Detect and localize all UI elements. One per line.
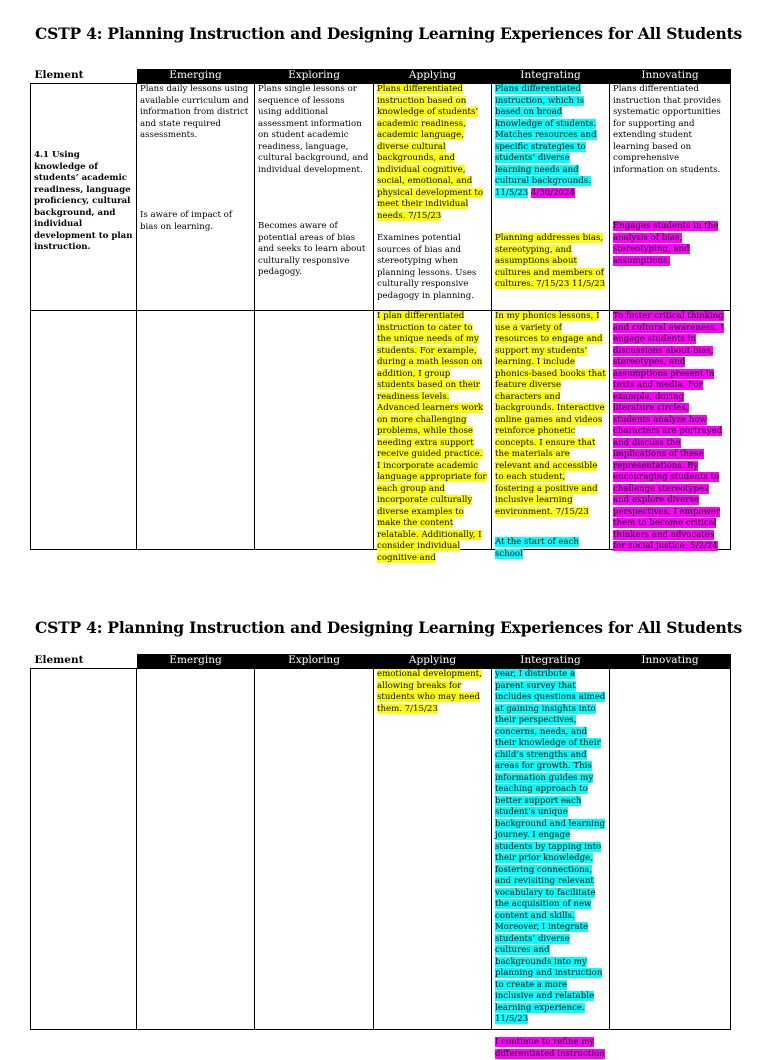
applying-evidence-continued: emotional development, allowing breaks for students who may need them. 7/15/23 xyxy=(377,669,482,714)
emerging-text-a: Plans daily lessons using available curriculum and information from district and state required assessments. xyxy=(140,84,249,140)
integrating-date: 4/30/2024 xyxy=(530,187,575,198)
header-applying: Applying xyxy=(374,654,492,669)
integrating-text-b: Planning addresses bias, stereotyping, and assumptions about cultures and members of cultures. 7/15/23 11/5/23 xyxy=(495,233,606,289)
element-label: 4.1 Using knowledge of students’ academic readiness, language proficiency, cultural background, and individual development to plan instruction. xyxy=(34,150,133,252)
exploring-text-b: Becomes aware of potential areas of bias and seeks to learn about culturally responsive pedagogy. xyxy=(258,221,366,277)
element-cell-empty xyxy=(31,311,137,550)
innovating-text-a: Plans differentiated instruction that provides systematic opportunities for supporting and extending student learning based on comprehensive information on students. xyxy=(613,84,721,175)
table-row xyxy=(31,669,731,1030)
element-cell xyxy=(31,84,137,311)
header-integrating: Integrating xyxy=(492,654,610,669)
header-innovating: Innovating xyxy=(610,654,731,669)
table-row xyxy=(31,84,731,311)
header-emerging: Emerging xyxy=(137,69,255,84)
innovating-evidence-cell xyxy=(610,311,731,550)
page-title-2: CSTP 4: Planning Instruction and Designing Learning Experiences for All Students xyxy=(35,618,743,637)
applying-evidence-cell xyxy=(374,669,492,1030)
emerging-cell-empty xyxy=(137,669,255,1030)
integrating-evidence-cell xyxy=(492,669,610,1059)
exploring-text-a: Plans single lessons or sequence of lessons using additional assessment information on student academic readiness, language, cultural background, and individual development. xyxy=(258,84,369,175)
header-element: Element xyxy=(31,69,137,84)
rubric-table-2 xyxy=(30,654,731,1059)
emerging-cell xyxy=(137,84,255,311)
integrating-evidence-text-b: At the start of each school xyxy=(495,537,579,559)
emerging-text-b: Is aware of impact of bias on learning. xyxy=(140,210,233,232)
header-innovating: Innovating xyxy=(610,69,731,84)
innovating-evidence-text: To foster critical thinking and cultural awareness, I engage students in discussions about bias, stereotypes, and assumptions present in texts and media. For example, during literature circles, students analyze how characters are portrayed and discuss the implications of these representations. By encouraging students to challenge stereotypes and explore diverse perspectives, I empower them to become critical thinkers and advocates for social justice. 5/2/24 xyxy=(613,311,724,551)
exploring-cell-empty xyxy=(255,669,374,1030)
applying-evidence-text: I plan differentiated instruction to cater to the unique needs of my students. For example, during a math lesson on addition, I group students based on their readiness levels. Advanced learners work on more challenging problems, while those needing extra support receive guided practice. I incorporate academic language appropriate for each group and incorporate culturally diverse examples to make the content relatable. Additionally, I consider individual cognitive and xyxy=(377,311,487,563)
rubric-table xyxy=(30,69,731,563)
integrating-evidence-refine: I continue to refine my differentiated instruction xyxy=(495,1037,605,1059)
emerging-cell-empty xyxy=(137,311,255,550)
element-cell-empty xyxy=(31,669,137,1030)
header-exploring: Exploring xyxy=(255,654,374,669)
header-exploring: Exploring xyxy=(255,69,374,84)
integrating-evidence-text: In my phonics lessons, I use a variety of resources to engage and support my students’ learning. I include phonics-based books that feature diverse characters and backgrounds. Interactive online games and videos reinforce phonetic concepts. I ensure that the materials are relevant and accessible to each student, fostering a positive and inclusive learning environment. 7/15/23 xyxy=(495,311,606,517)
innovating-cell xyxy=(610,84,731,311)
header-emerging: Emerging xyxy=(137,654,255,669)
integrating-cell xyxy=(492,84,610,311)
exploring-cell-empty xyxy=(255,311,374,550)
header-row xyxy=(31,654,731,669)
table-row xyxy=(31,311,731,550)
innovating-cell-empty xyxy=(610,669,731,1030)
integrating-text-a: Plans differentiated instruction, which is based on broad knowledge of students. Matches resources and specific strategies to students’ diverse learning needs and cultural backgrounds. 11/5/23 xyxy=(495,84,597,198)
exploring-cell xyxy=(255,84,374,311)
integrating-evidence-cell xyxy=(492,311,610,559)
header-applying: Applying xyxy=(374,69,492,84)
applying-cell xyxy=(374,84,492,311)
applying-text-b: Examines potential sources of bias and stereotyping when planning lessons. Uses culturally responsive pedagogy in planning. xyxy=(377,233,477,301)
applying-text-a: Plans differentiated instruction based on knowledge of students’ academic readiness, academic language, diverse cultural backgrounds, and individual cognitive, social, emotional, and physical development to meet their individual needs. 7/15/23 xyxy=(377,84,483,221)
header-row xyxy=(31,69,731,84)
integrating-evidence-continued: year, I distribute a parent survey that includes questions aimed at gaining insights into their perspectives, concerns, needs, and their knowledge of their child’s strengths and areas for growth. This information guides my teaching approach to better support each student’s unique background and learning journey. I engage students by tapping into their prior knowledge, fostering connections, and revisiting relevant vocabulary to facilitate the acquisition of new content and skills. Moreover, I integrate students’ diverse cultures and backgrounds into my planning and instruction to create a more inclusive and relatable learning experience. 11/5/23 xyxy=(495,669,606,1024)
innovating-text-b: Engages students in the analysis of bias, stereotyping, and assumptions. xyxy=(613,221,719,266)
header-integrating: Integrating xyxy=(492,69,610,84)
applying-evidence-cell xyxy=(374,311,492,563)
header-element: Element xyxy=(31,654,137,669)
page-title: CSTP 4: Planning Instruction and Designing Learning Experiences for All Students xyxy=(35,24,743,43)
